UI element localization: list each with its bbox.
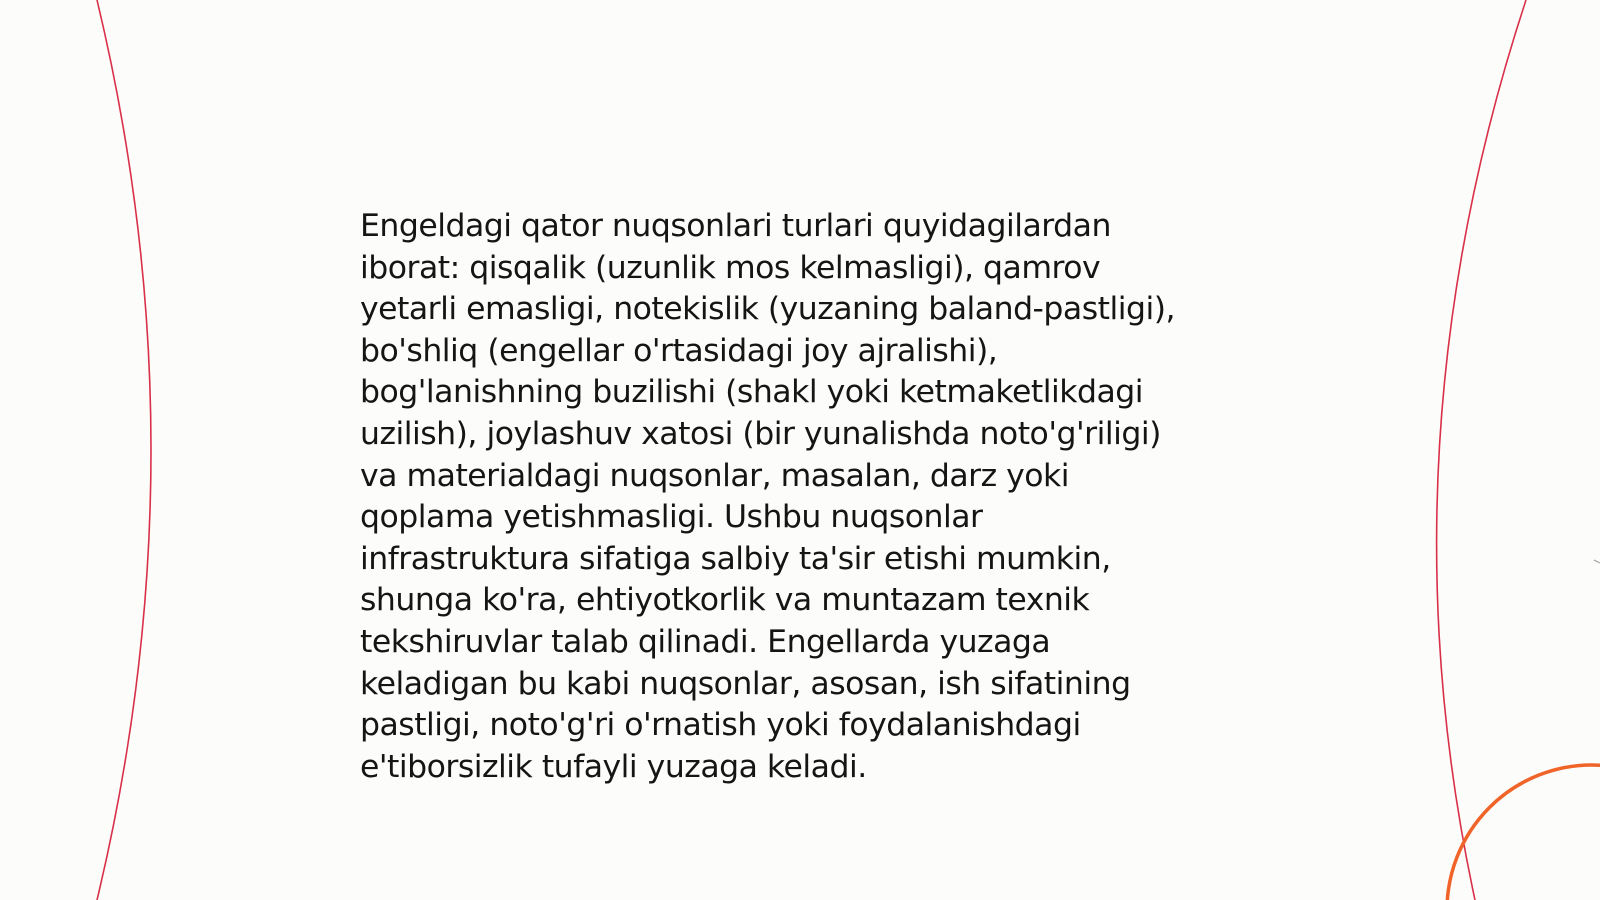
right-arc-line xyxy=(1437,0,1526,900)
body-paragraph: Engeldagi qator nuqsonlari turlari quyidagilardan iborat: qisqalik (uzunlik mos kelmasligi), qamrov yetarli emasligi, notekislik (yuzaning baland-pastligi), bo'shliq (engellar o'rtasidagi joy ajralishi), bog'lanishning buzilishi (shakl yoki ketmaketlikdagi uzilish), joylashuv xatosi (bir yunalishda noto'g'riligi) va materialdagi nuqsonlar, masalan, darz yoki qoplama yetishmasligi. Ushbu nuqsonlar infrastruktura sifatiga salbiy ta'sir etishi mumkin, shunga ko'ra, ehtiyotkorlik va muntazam texnik tekshiruvlar talab qilinadi. Engellarda yuzaga keladigan bu kabi nuqsonlar, asosan, ish sifatining pastligi, noto'g'ri o'rnatish yoki foydalanishdagi e'tiborsizlik tufayli yuzaga keladi. xyxy=(360,208,1176,785)
left-arc-line xyxy=(97,0,151,900)
small-tick-mark xyxy=(1594,560,1600,563)
